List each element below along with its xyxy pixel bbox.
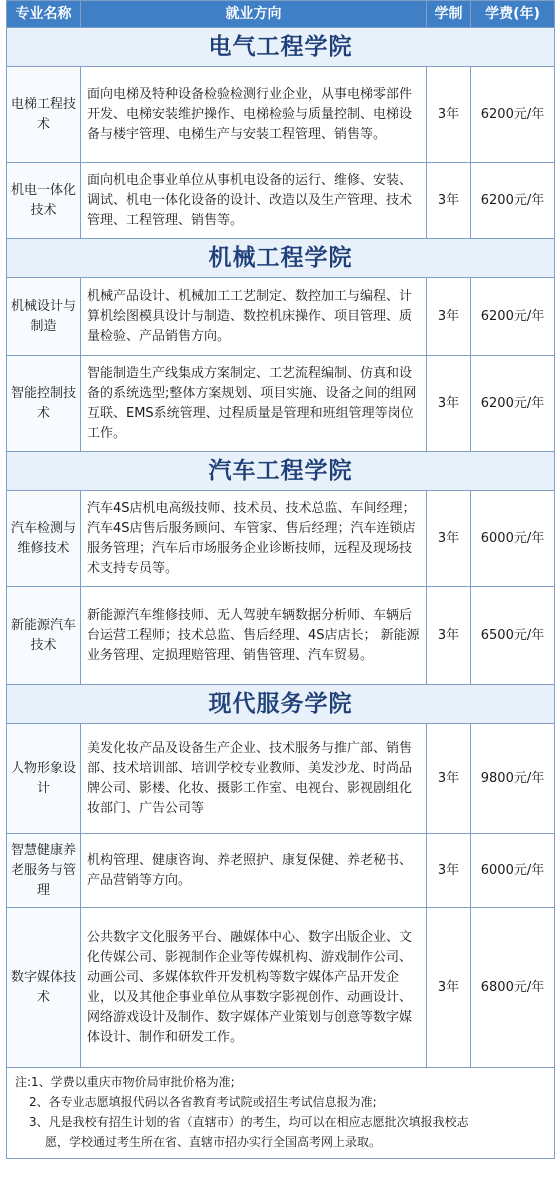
- major-direction: 机械产品设计、机械加工工艺制定、数控加工与编程、计算机绘图模具设计与制造、数控机床操作、项目管理、质量检验、产品销售方向。: [81, 278, 427, 356]
- table-row: [7, 834, 555, 908]
- college-title: 汽车工程学院: [7, 452, 555, 491]
- table-row: [7, 724, 555, 834]
- header-direction: 就业方向: [81, 1, 427, 28]
- table-row: [7, 356, 555, 452]
- major-years: 3年: [427, 587, 471, 685]
- major-fee: 6500元/年: [471, 587, 555, 685]
- major-years: 3年: [427, 834, 471, 908]
- major-years: 3年: [427, 724, 471, 834]
- header-fee: 学费(年): [471, 1, 555, 28]
- major-name: 智能控制技术: [7, 356, 81, 452]
- major-fee: 6800元/年: [471, 908, 555, 1068]
- major-years: 3年: [427, 278, 471, 356]
- major-fee: 6200元/年: [471, 278, 555, 356]
- major-fee: 6200元/年: [471, 163, 555, 239]
- notes-cell: [7, 1068, 555, 1159]
- major-fee: 6200元/年: [471, 356, 555, 452]
- major-years: 3年: [427, 908, 471, 1068]
- major-years: 3年: [427, 356, 471, 452]
- major-years: 3年: [427, 67, 471, 163]
- enrollment-table-container: [6, 0, 554, 1159]
- major-name: 数字媒体技术: [7, 908, 81, 1068]
- major-name: 电梯工程技术: [7, 67, 81, 163]
- major-fee: 9800元/年: [471, 724, 555, 834]
- enrollment-table: [6, 0, 555, 1159]
- table-row: [7, 163, 555, 239]
- college-row: [7, 239, 555, 278]
- major-direction: 美发化妆产品及设备生产企业、技术服务与推广部、销售部、技术培训部、培训学校专业教师、美发沙龙、时尚品牌公司、影楼、化妆、摄影工作室、电视台、影视剧组化妆部门、广告公司等: [81, 724, 427, 834]
- header-years: 学制: [427, 1, 471, 28]
- table-header-row: [7, 1, 555, 28]
- table-row: [7, 67, 555, 163]
- major-fee: 6000元/年: [471, 491, 555, 587]
- major-direction: 智能制造生产线集成方案制定、工艺流程编制、仿真和设备的系统选型;整体方案规划、项目实施、设备之间的组网互联、EMS系统管理、过程质量是管理和班组管理等岗位工作。: [81, 356, 427, 452]
- note-3: 3、凡是我校有招生计划的省（直辖市）的考生，均可以在相应志愿批次填报我校志: [29, 1115, 469, 1129]
- college-row: [7, 685, 555, 724]
- major-name: 智慧健康养老服务与管理: [7, 834, 81, 908]
- table-row: [7, 491, 555, 587]
- major-years: 3年: [427, 491, 471, 587]
- major-name: 机电一体化技术: [7, 163, 81, 239]
- major-direction: 公共数字文化服务平台、融媒体中心、数字出版企业、文化传媒公司、影视制作企业等传媒机构、游戏制作公司、动画公司、多媒体软件开发机构等数字媒体产品开发企业，以及其他企事业单位从事数字影视创作、动画设计、网络游戏设计及制作、数字媒体产业策划与创意等数字媒体设计、制作和研发工作。: [81, 908, 427, 1068]
- college-title: 现代服务学院: [7, 685, 555, 724]
- major-direction: 面向机电企事业单位从事机电设备的运行、维修、安装、调试、机电一体化设备的设计、改造以及生产管理、技术管理、工程管理、销售等。: [81, 163, 427, 239]
- major-fee: 6000元/年: [471, 834, 555, 908]
- major-fee: 6200元/年: [471, 67, 555, 163]
- major-direction: 新能源汽车维修技师、无人驾驶车辆数据分析师、车辆后台运营工程师；技术总监、售后经理、4S店店长； 新能源业务管理、定损理赔管理、销售管理、汽车贸易。: [81, 587, 427, 685]
- major-direction: 面向电梯及特种设备检验检测行业企业，从事电梯零部件开发、电梯安装维护操作、电梯检验与质量控制、电梯设备与楼宇管理、电梯生产与安装工程管理、销售等。: [81, 67, 427, 163]
- major-direction: 机构管理、健康咨询、养老照护、康复保健、养老秘书、产品营销等方向。: [81, 834, 427, 908]
- table-row: [7, 908, 555, 1068]
- header-major: 专业名称: [7, 1, 81, 28]
- college-row: [7, 452, 555, 491]
- table-row: [7, 587, 555, 685]
- major-name: 汽车检测与维修技术: [7, 491, 81, 587]
- college-title: 电气工程学院: [7, 28, 555, 67]
- major-name: 新能源汽车技术: [7, 587, 81, 685]
- college-title: 机械工程学院: [7, 239, 555, 278]
- note-3-continued: 愿，学校通过考生所在省、直辖市招办实行全国高考网上录取。: [45, 1135, 382, 1149]
- major-years: 3年: [427, 163, 471, 239]
- note-2: 2、各专业志愿填报代码以各省教育考试院或招生考试信息报为准;: [29, 1095, 377, 1109]
- table-row: [7, 278, 555, 356]
- major-direction: 汽车4S店机电高级技师、技术员、技术总监、车间经理；汽车4S店售后服务顾问、车管家、售后经理；汽车连锁店服务管理；汽车后市场服务企业诊断技师，远程及现场技术支持专员等。: [81, 491, 427, 587]
- note-1: 注:1、学费以重庆市物价局审批价格为准;: [15, 1075, 235, 1089]
- notes-row: [7, 1068, 555, 1159]
- major-name: 人物形象设计: [7, 724, 81, 834]
- major-name: 机械设计与制造: [7, 278, 81, 356]
- college-row: [7, 28, 555, 67]
